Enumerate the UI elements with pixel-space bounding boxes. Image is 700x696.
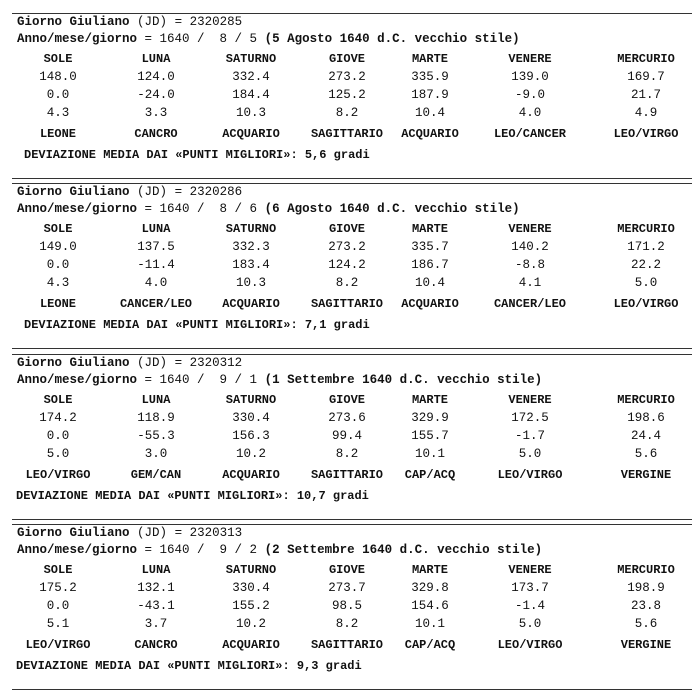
value-row3-cell: 5.6 bbox=[634, 447, 658, 461]
value-row1-cell: 173.7 bbox=[511, 581, 549, 595]
value-row1-cell: 273.6 bbox=[328, 411, 366, 425]
date-ymd: 1640 / 8 / 6 bbox=[159, 202, 258, 216]
planet-header: SATURNO bbox=[225, 563, 277, 577]
value-row1-cell: 273.2 bbox=[328, 70, 366, 84]
value-row3-cell: 10.1 bbox=[414, 447, 445, 461]
value-row3-cell: 4.0 bbox=[144, 276, 168, 290]
date-ymd: 1640 / 8 / 5 bbox=[159, 32, 258, 46]
zodiac-sign-cell: CANCRO bbox=[134, 127, 178, 141]
value-row2-cell: 0.0 bbox=[46, 599, 70, 613]
value-row2-cell: 124.2 bbox=[328, 258, 366, 272]
julian-day-line: Giorno Giuliano (JD) = 2320286 bbox=[17, 185, 243, 199]
planet-header: MARTE bbox=[411, 222, 448, 236]
value-row2-cell: 0.0 bbox=[46, 88, 70, 102]
zodiac-sign-cell: ACQUARIO bbox=[401, 297, 459, 311]
julian-day-paren: (JD) bbox=[137, 15, 168, 29]
zodiac-sign-cell: CANCER/LEO bbox=[493, 297, 566, 311]
value-row2-cell: 99.4 bbox=[331, 429, 362, 443]
ephemeris-record-2 bbox=[0, 183, 700, 355]
value-row3-cell: 8.2 bbox=[335, 447, 359, 461]
planet-header: SOLE bbox=[43, 563, 73, 577]
value-row2-cell: 22.2 bbox=[630, 258, 661, 272]
value-row1-cell: 330.4 bbox=[232, 581, 270, 595]
julian-day-value: 2320313 bbox=[189, 526, 243, 540]
date-note: (2 Settembre 1640 d.C. vecchio stile) bbox=[264, 543, 543, 557]
zodiac-sign-cell: LEO/VIRGO bbox=[497, 638, 563, 652]
value-row3-cell: 8.2 bbox=[335, 276, 359, 290]
value-row3-cell: 5.6 bbox=[634, 617, 658, 631]
value-row2-cell: -43.1 bbox=[137, 599, 175, 613]
julian-day-label: Giorno Giuliano bbox=[17, 185, 130, 199]
date-note: (6 Agosto 1640 d.C. vecchio stile) bbox=[264, 202, 520, 216]
date-line: Anno/mese/giorno = 1640 / 9 / 1 (1 Settembre 1640 d.C. vecchio stile) bbox=[17, 373, 543, 387]
value-row2-cell: 184.4 bbox=[232, 88, 270, 102]
value-row2-cell: 183.4 bbox=[232, 258, 270, 272]
bottom-rule bbox=[12, 689, 692, 690]
planet-header: GIOVE bbox=[328, 52, 365, 66]
zodiac-sign-cell: LEO/VIRGO bbox=[25, 638, 91, 652]
date-line: Anno/mese/giorno = 1640 / 9 / 2 (2 Settembre 1640 d.C. vecchio stile) bbox=[17, 543, 543, 557]
value-row1-cell: 169.7 bbox=[627, 70, 665, 84]
planet-header: SATURNO bbox=[225, 222, 277, 236]
planet-header: GIOVE bbox=[328, 563, 365, 577]
zodiac-sign-cell: SAGITTARIO bbox=[310, 297, 383, 311]
value-row2-cell: 155.7 bbox=[411, 429, 449, 443]
julian-day-label: Giorno Giuliano bbox=[17, 15, 130, 29]
value-row3-cell: 10.3 bbox=[235, 106, 266, 120]
value-row2-cell: 186.7 bbox=[411, 258, 449, 272]
planet-header: LUNA bbox=[141, 52, 171, 66]
date-label: Anno/mese/giorno bbox=[17, 202, 138, 216]
zodiac-sign-cell: VERGINE bbox=[620, 468, 672, 482]
julian-day-paren: (JD) bbox=[137, 526, 168, 540]
zodiac-sign-cell: SAGITTARIO bbox=[310, 638, 383, 652]
zodiac-sign-cell: LEO/VIRGO bbox=[613, 127, 679, 141]
value-row1-cell: 172.5 bbox=[511, 411, 549, 425]
mean-deviation-value: 10,7 gradi bbox=[296, 489, 369, 503]
zodiac-sign-cell: ACQUARIO bbox=[222, 638, 280, 652]
value-row2-cell: 155.2 bbox=[232, 599, 270, 613]
mean-deviation-label: DEVIAZIONE MEDIA DAI «PUNTI MIGLIORI»: bbox=[16, 489, 290, 503]
value-row3-cell: 4.3 bbox=[46, 106, 70, 120]
value-row1-cell: 273.2 bbox=[328, 240, 366, 254]
julian-day-paren: (JD) bbox=[137, 185, 168, 199]
value-row2-cell: 98.5 bbox=[331, 599, 362, 613]
value-row3-cell: 3.3 bbox=[144, 106, 168, 120]
value-row2-cell: -11.4 bbox=[137, 258, 175, 272]
mean-deviation-label: DEVIAZIONE MEDIA DAI «PUNTI MIGLIORI»: bbox=[24, 318, 298, 332]
value-row3-cell: 4.1 bbox=[518, 276, 542, 290]
zodiac-sign-cell: CANCER/LEO bbox=[119, 297, 192, 311]
zodiac-sign-cell: LEO/CANCER bbox=[493, 127, 566, 141]
value-row1-cell: 330.4 bbox=[232, 411, 270, 425]
value-row3-cell: 5.1 bbox=[46, 617, 70, 631]
value-row1-cell: 335.7 bbox=[411, 240, 449, 254]
julian-day-line: Giorno Giuliano (JD) = 2320313 bbox=[17, 526, 243, 540]
value-row1-cell: 329.9 bbox=[411, 411, 449, 425]
zodiac-sign-cell: VERGINE bbox=[620, 638, 672, 652]
value-row3-cell: 5.0 bbox=[518, 447, 542, 461]
value-row1-cell: 198.9 bbox=[627, 581, 665, 595]
value-row1-cell: 198.6 bbox=[627, 411, 665, 425]
planet-header: VENERE bbox=[508, 222, 552, 236]
julian-day-value: 2320312 bbox=[189, 356, 243, 370]
planet-header: GIOVE bbox=[328, 222, 365, 236]
value-row1-cell: 124.0 bbox=[137, 70, 175, 84]
value-row2-cell: -55.3 bbox=[137, 429, 175, 443]
planet-header: MERCURIO bbox=[617, 222, 675, 236]
zodiac-sign-cell: LEO/VIRGO bbox=[497, 468, 563, 482]
value-row3-cell: 5.0 bbox=[46, 447, 70, 461]
value-row3-cell: 10.3 bbox=[235, 276, 266, 290]
value-row3-cell: 10.4 bbox=[414, 106, 445, 120]
planet-header: MARTE bbox=[411, 393, 448, 407]
value-row2-cell: 156.3 bbox=[232, 429, 270, 443]
value-row3-cell: 10.4 bbox=[414, 276, 445, 290]
value-row3-cell: 8.2 bbox=[335, 106, 359, 120]
mean-deviation-label: DEVIAZIONE MEDIA DAI «PUNTI MIGLIORI»: bbox=[24, 148, 298, 162]
value-row3-cell: 4.0 bbox=[518, 106, 542, 120]
julian-day-value: 2320286 bbox=[189, 185, 243, 199]
zodiac-sign-cell: ACQUARIO bbox=[222, 297, 280, 311]
ephemeris-record-4 bbox=[0, 524, 700, 696]
planet-header: MARTE bbox=[411, 52, 448, 66]
planet-header: MERCURIO bbox=[617, 52, 675, 66]
value-row1-cell: 332.3 bbox=[232, 240, 270, 254]
mean-deviation-label: DEVIAZIONE MEDIA DAI «PUNTI MIGLIORI»: bbox=[16, 659, 290, 673]
value-row3-cell: 4.9 bbox=[634, 106, 658, 120]
planet-header: MARTE bbox=[411, 563, 448, 577]
planet-header: LUNA bbox=[141, 222, 171, 236]
value-row1-cell: 335.9 bbox=[411, 70, 449, 84]
value-row1-cell: 332.4 bbox=[232, 70, 270, 84]
date-line: Anno/mese/giorno = 1640 / 8 / 6 (6 Agosto 1640 d.C. vecchio stile) bbox=[17, 202, 520, 216]
julian-day-value: 2320285 bbox=[189, 15, 243, 29]
value-row1-cell: 171.2 bbox=[627, 240, 665, 254]
value-row2-cell: 0.0 bbox=[46, 429, 70, 443]
value-row2-cell: 21.7 bbox=[630, 88, 661, 102]
planet-header: MERCURIO bbox=[617, 393, 675, 407]
zodiac-sign-cell: GEM/CAN bbox=[130, 468, 182, 482]
zodiac-sign-cell: CAP/ACQ bbox=[404, 638, 456, 652]
mean-deviation-line bbox=[24, 318, 370, 332]
planet-header: VENERE bbox=[508, 393, 552, 407]
julian-day-label: Giorno Giuliano bbox=[17, 526, 130, 540]
julian-day-line: Giorno Giuliano (JD) = 2320312 bbox=[17, 356, 243, 370]
value-row3-cell: 8.2 bbox=[335, 617, 359, 631]
mean-deviation-value: 9,3 gradi bbox=[296, 659, 362, 673]
date-note: (5 Agosto 1640 d.C. vecchio stile) bbox=[264, 32, 520, 46]
date-line: Anno/mese/giorno = 1640 / 8 / 5 (5 Agosto 1640 d.C. vecchio stile) bbox=[17, 32, 520, 46]
value-row2-cell: -1.7 bbox=[514, 429, 545, 443]
value-row1-cell: 273.7 bbox=[328, 581, 366, 595]
value-row1-cell: 149.0 bbox=[39, 240, 77, 254]
planet-header: MERCURIO bbox=[617, 563, 675, 577]
planet-header: LUNA bbox=[141, 393, 171, 407]
planet-header: LUNA bbox=[141, 563, 171, 577]
value-row3-cell: 5.0 bbox=[518, 617, 542, 631]
zodiac-sign-cell: ACQUARIO bbox=[222, 468, 280, 482]
value-row2-cell: 23.8 bbox=[630, 599, 661, 613]
value-row2-cell: 187.9 bbox=[411, 88, 449, 102]
value-row2-cell: 0.0 bbox=[46, 258, 70, 272]
mean-deviation-line bbox=[24, 148, 370, 162]
planet-header: VENERE bbox=[508, 563, 552, 577]
date-note: (1 Settembre 1640 d.C. vecchio stile) bbox=[264, 373, 543, 387]
bottom-rule bbox=[12, 178, 692, 179]
planet-header: SOLE bbox=[43, 52, 73, 66]
zodiac-sign-cell: LEO/VIRGO bbox=[613, 297, 679, 311]
value-row2-cell: 24.4 bbox=[630, 429, 661, 443]
julian-day-line: Giorno Giuliano (JD) = 2320285 bbox=[17, 15, 243, 29]
planet-header: SOLE bbox=[43, 393, 73, 407]
value-row1-cell: 132.1 bbox=[137, 581, 175, 595]
zodiac-sign-cell: ACQUARIO bbox=[401, 127, 459, 141]
date-label: Anno/mese/giorno bbox=[17, 373, 138, 387]
value-row3-cell: 5.0 bbox=[634, 276, 658, 290]
zodiac-sign-cell: LEONE bbox=[39, 297, 76, 311]
date-ymd: 1640 / 9 / 2 bbox=[159, 543, 258, 557]
mean-deviation-value: 7,1 gradi bbox=[304, 318, 370, 332]
date-label: Anno/mese/giorno bbox=[17, 543, 138, 557]
value-row3-cell: 10.2 bbox=[235, 617, 266, 631]
mean-deviation-value: 5,6 gradi bbox=[304, 148, 370, 162]
planet-header: SOLE bbox=[43, 222, 73, 236]
value-row2-cell: -1.4 bbox=[514, 599, 545, 613]
zodiac-sign-cell: CAP/ACQ bbox=[404, 468, 456, 482]
zodiac-sign-cell: CANCRO bbox=[134, 638, 178, 652]
value-row3-cell: 10.2 bbox=[235, 447, 266, 461]
zodiac-sign-cell: LEO/VIRGO bbox=[25, 468, 91, 482]
value-row1-cell: 118.9 bbox=[137, 411, 175, 425]
value-row3-cell: 4.3 bbox=[46, 276, 70, 290]
date-label: Anno/mese/giorno bbox=[17, 32, 138, 46]
value-row2-cell: -24.0 bbox=[137, 88, 175, 102]
planet-header: GIOVE bbox=[328, 393, 365, 407]
julian-day-paren: (JD) bbox=[137, 356, 168, 370]
zodiac-sign-cell: ACQUARIO bbox=[222, 127, 280, 141]
ephemeris-record-3 bbox=[0, 354, 700, 526]
zodiac-sign-cell: SAGITTARIO bbox=[310, 127, 383, 141]
mean-deviation-line bbox=[16, 489, 369, 503]
mean-deviation-line bbox=[16, 659, 362, 673]
zodiac-sign-cell: SAGITTARIO bbox=[310, 468, 383, 482]
ephemeris-record-1 bbox=[0, 13, 700, 185]
value-row3-cell: 3.7 bbox=[144, 617, 168, 631]
julian-day-label: Giorno Giuliano bbox=[17, 356, 130, 370]
value-row2-cell: 154.6 bbox=[411, 599, 449, 613]
value-row1-cell: 329.8 bbox=[411, 581, 449, 595]
value-row3-cell: 3.0 bbox=[144, 447, 168, 461]
value-row1-cell: 137.5 bbox=[137, 240, 175, 254]
value-row1-cell: 148.0 bbox=[39, 70, 77, 84]
bottom-rule bbox=[12, 519, 692, 520]
value-row2-cell: -8.8 bbox=[514, 258, 545, 272]
value-row2-cell: 125.2 bbox=[328, 88, 366, 102]
bottom-rule bbox=[12, 348, 692, 349]
value-row1-cell: 139.0 bbox=[511, 70, 549, 84]
value-row1-cell: 174.2 bbox=[39, 411, 77, 425]
planet-header: SATURNO bbox=[225, 52, 277, 66]
value-row2-cell: -9.0 bbox=[514, 88, 545, 102]
value-row3-cell: 10.1 bbox=[414, 617, 445, 631]
value-row1-cell: 140.2 bbox=[511, 240, 549, 254]
planet-header: SATURNO bbox=[225, 393, 277, 407]
zodiac-sign-cell: LEONE bbox=[39, 127, 76, 141]
date-ymd: 1640 / 9 / 1 bbox=[159, 373, 258, 387]
value-row1-cell: 175.2 bbox=[39, 581, 77, 595]
planet-header: VENERE bbox=[508, 52, 552, 66]
